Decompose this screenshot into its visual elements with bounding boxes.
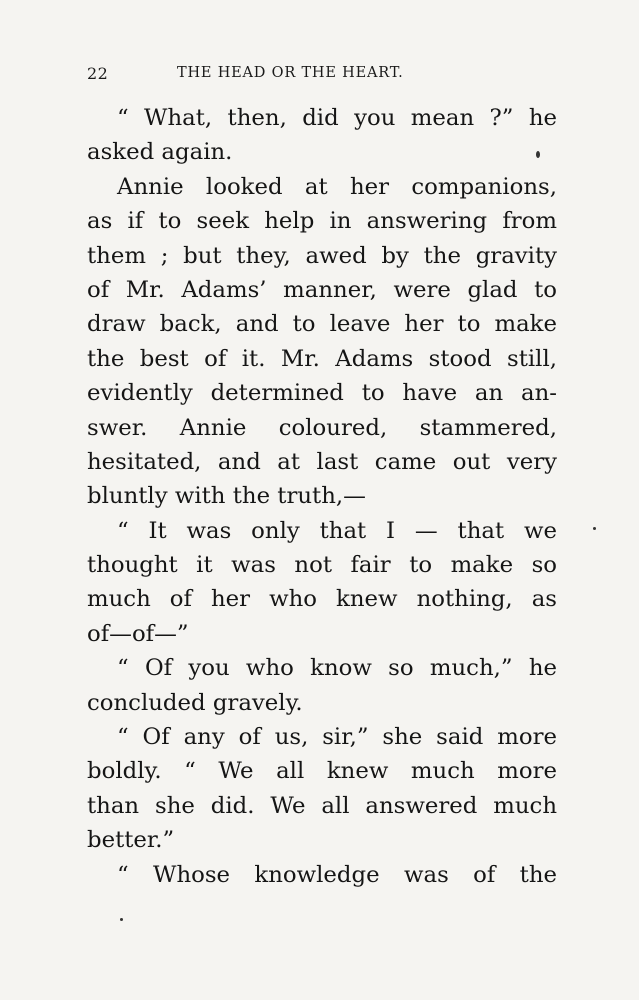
text-line-2: asked again. (87, 139, 233, 166)
body-text (87, 101, 557, 892)
text-line-9: evidently determined to have an an- (87, 380, 557, 407)
text-line-23: “ Whose knowledge was of the (117, 861, 557, 888)
text-line-3: Annie looked at her companions, (117, 173, 557, 200)
text-line-14: thought it was not fair to make so (87, 552, 557, 579)
text-line-19: “ Of any of us, sir,” she said more (117, 724, 557, 751)
text-line-21: than she did. We all answered much (87, 792, 557, 819)
ink-speck (593, 527, 596, 530)
text-line-7: draw back, and to leave her to make (87, 311, 557, 338)
ink-speck (120, 918, 123, 921)
text-line-6: of Mr. Adams’ manner, were glad to (87, 276, 557, 303)
running-title: THE HEAD OR THE HEART. (177, 65, 404, 81)
text-line-8: the best of it. Mr. Adams stood still, (87, 345, 557, 372)
text-line-4: as if to seek help in answering from (87, 208, 557, 235)
text-line-1: “ What, then, did you mean ?” he (117, 105, 557, 131)
text-line-17: “ Of you who know so much,” he (117, 655, 557, 682)
text-line-15: much of her who knew nothing, as (87, 586, 557, 613)
text-line-5: them ; but they, awed by the gravity (87, 242, 557, 269)
text-line-13: “ It was only that I — that we (117, 517, 557, 544)
text-line-12: bluntly with the truth,— (87, 483, 366, 510)
text-line-11: hesitated, and at last came out very (87, 448, 557, 475)
text-line-18: concluded gravely. (87, 689, 303, 716)
text-line-10: swer. Annie coloured, stammered, (87, 414, 557, 441)
text-line-20: boldly. “ We all knew much more (87, 758, 557, 785)
text-line-22: better.” (87, 827, 175, 854)
page-number: 22 (87, 64, 109, 83)
text-line-16: of—of—” (87, 620, 189, 647)
ink-speck (536, 151, 540, 158)
page-header (87, 64, 557, 86)
